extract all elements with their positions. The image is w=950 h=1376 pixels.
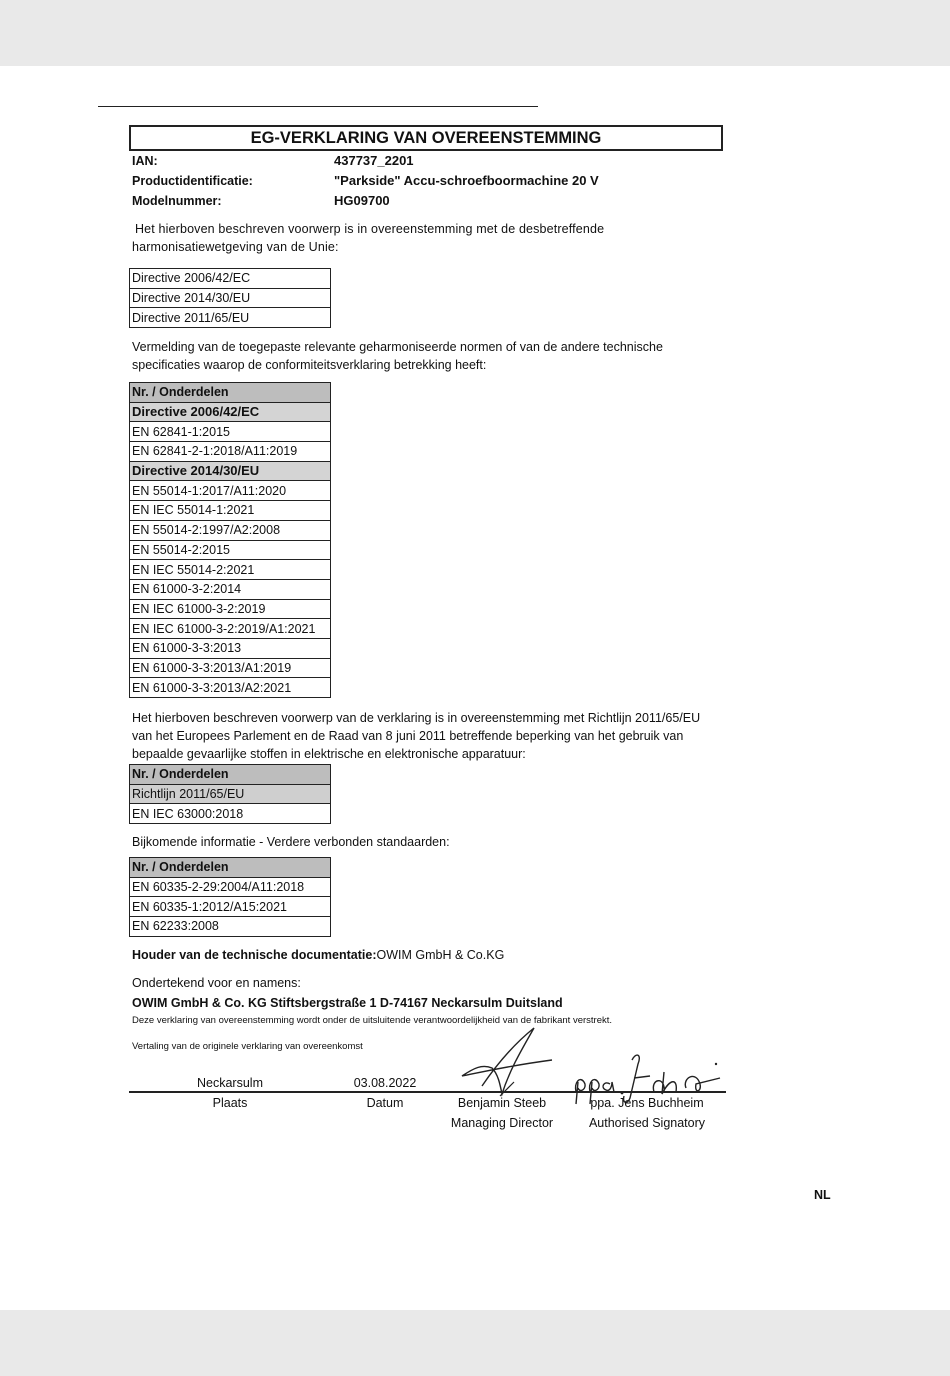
- signer-1-title: Managing Director: [450, 1116, 554, 1130]
- page-language-code: NL: [814, 1188, 831, 1202]
- standards-intro-line-1: Vermelding van de toegepaste relevante geharmoniseerde normen of van de andere technische: [132, 340, 663, 354]
- date-value: 03.08.2022: [353, 1076, 417, 1090]
- table-row: [130, 678, 331, 698]
- group-header: Richtlijn 2011/65/EU: [130, 784, 331, 804]
- standard-cell: EN 55014-1:2017/A11:2020: [130, 481, 331, 501]
- table-header: Nr. / Onderdelen: [130, 765, 331, 785]
- table-row: [130, 858, 331, 878]
- rohs-intro-line-1: Het hierboven beschreven voorwerp van de verklaring is in overeenstemming met Richtlijn 2011/65/EU: [132, 711, 701, 725]
- standard-cell: EN 55014-2:1997/A2:2008: [130, 520, 331, 540]
- signer-1-name: Benjamin Steeb: [457, 1096, 547, 1110]
- table-row: [130, 579, 331, 599]
- group-header: Directive 2006/42/EC: [130, 402, 331, 422]
- standard-cell: EN IEC 61000-3-2:2019: [130, 599, 331, 619]
- table-row: [130, 599, 331, 619]
- table-row: [130, 877, 331, 897]
- holder-value: OWIM GmbH & Co.KG: [376, 948, 505, 962]
- signature-line: [129, 1091, 726, 1093]
- top-rule: [98, 106, 538, 107]
- standard-cell: EN 62233:2008: [130, 917, 331, 937]
- table-row: [130, 402, 331, 422]
- standard-cell: EN IEC 55014-2:2021: [130, 560, 331, 580]
- standard-cell: EN 61000-3-3:2013/A2:2021: [130, 678, 331, 698]
- table-row: [130, 638, 331, 658]
- table-row: [130, 897, 331, 917]
- rohs-intro-line-2: van het Europees Parlement en de Raad van 8 juni 2011 betreffende beperking van het gebruik van: [132, 729, 684, 743]
- rohs-table: [129, 764, 331, 824]
- standard-cell: EN 62841-1:2015: [130, 422, 331, 442]
- table-row: [130, 784, 331, 804]
- directive-cell: Directive 2011/65/EU: [130, 308, 331, 328]
- document-title: EG-VERKLARING VAN OVEREENSTEMMING: [129, 125, 723, 151]
- responsibility-note: Deze verklaring van overeenstemming wordt onder de uitsluitende verantwoordelijkheid van de fabrikant verstrekt.: [132, 1015, 613, 1026]
- additional-standards-table: [129, 857, 331, 937]
- table-header: Nr. / Onderdelen: [130, 858, 331, 878]
- rohs-intro-line-3: bepaalde gevaarlijke stoffen in elektrische en elektronische apparatuur:: [132, 747, 526, 761]
- standard-cell: EN 61000-3-3:2013/A1:2019: [130, 658, 331, 678]
- table-row: [130, 461, 331, 481]
- table-row: [130, 288, 331, 308]
- product-id-value: "Parkside" Accu-schroefboormachine 20 V: [334, 173, 599, 188]
- table-row: [130, 765, 331, 785]
- standards-table: [129, 382, 331, 698]
- directive-cell: Directive 2006/42/EC: [130, 269, 331, 289]
- table-row: [130, 619, 331, 639]
- signer-2-title: Authorised Signatory: [588, 1116, 706, 1130]
- technical-doc-holder: [132, 948, 504, 962]
- ian-label: IAN:: [132, 154, 158, 168]
- table-row: [130, 917, 331, 937]
- signed-for-label: Ondertekend voor en namens:: [132, 976, 301, 990]
- table-row: [130, 658, 331, 678]
- table-row: [130, 383, 331, 403]
- intro-line-1: Het hierboven beschreven voorwerp is in overeenstemming met de desbetreffende: [135, 222, 605, 236]
- table-header: Nr. / Onderdelen: [130, 383, 331, 403]
- product-id-label: Productidentificatie:: [132, 174, 253, 188]
- standard-cell: EN 62841-2-1:2018/A11:2019: [130, 442, 331, 462]
- company-address: OWIM GmbH & Co. KG Stiftsbergstraße 1 D-74167 Neckarsulm Duitsland: [132, 996, 563, 1010]
- signer-2-name: ppa. Jens Buchheim: [590, 1096, 704, 1110]
- translation-note: Vertaling van de originele verklaring van overeenkomst: [132, 1041, 363, 1052]
- standard-cell: EN 61000-3-2:2014: [130, 579, 331, 599]
- table-row: [130, 269, 331, 289]
- standard-cell: EN 60335-2-29:2004/A11:2018: [130, 877, 331, 897]
- document-page: [0, 66, 950, 1310]
- standards-intro-line-2: specificaties waarop de conformiteitsverklaring betrekking heeft:: [132, 358, 487, 372]
- standard-cell: EN 60335-1:2012/A15:2021: [130, 897, 331, 917]
- ian-value: 437737_2201: [334, 153, 414, 168]
- group-header: Directive 2014/30/EU: [130, 461, 331, 481]
- model-number-label: Modelnummer:: [132, 194, 222, 208]
- standard-cell: EN 55014-2:2015: [130, 540, 331, 560]
- table-row: [130, 308, 331, 328]
- table-row: [130, 442, 331, 462]
- standard-cell: EN IEC 55014-1:2021: [130, 501, 331, 521]
- place-value: Neckarsulm: [197, 1076, 263, 1090]
- table-row: [130, 540, 331, 560]
- table-row: [130, 520, 331, 540]
- directive-cell: Directive 2014/30/EU: [130, 288, 331, 308]
- standard-cell: EN IEC 63000:2018: [130, 804, 331, 824]
- table-row: [130, 422, 331, 442]
- model-number-value: HG09700: [334, 193, 390, 208]
- intro-line-2: harmonisatiewetgeving van de Unie:: [132, 240, 339, 254]
- standard-cell: EN 61000-3-3:2013: [130, 638, 331, 658]
- table-row: [130, 560, 331, 580]
- place-label: Plaats: [212, 1096, 248, 1110]
- holder-label: Houder van de technische documentatie:: [132, 948, 377, 962]
- table-row: [130, 501, 331, 521]
- additional-info-intro: Bijkomende informatie - Verdere verbonden standaarden:: [132, 835, 450, 849]
- table-row: [130, 804, 331, 824]
- directives-table: [129, 268, 331, 328]
- standard-cell: EN IEC 61000-3-2:2019/A1:2021: [130, 619, 331, 639]
- date-label: Datum: [366, 1096, 404, 1110]
- table-row: [130, 481, 331, 501]
